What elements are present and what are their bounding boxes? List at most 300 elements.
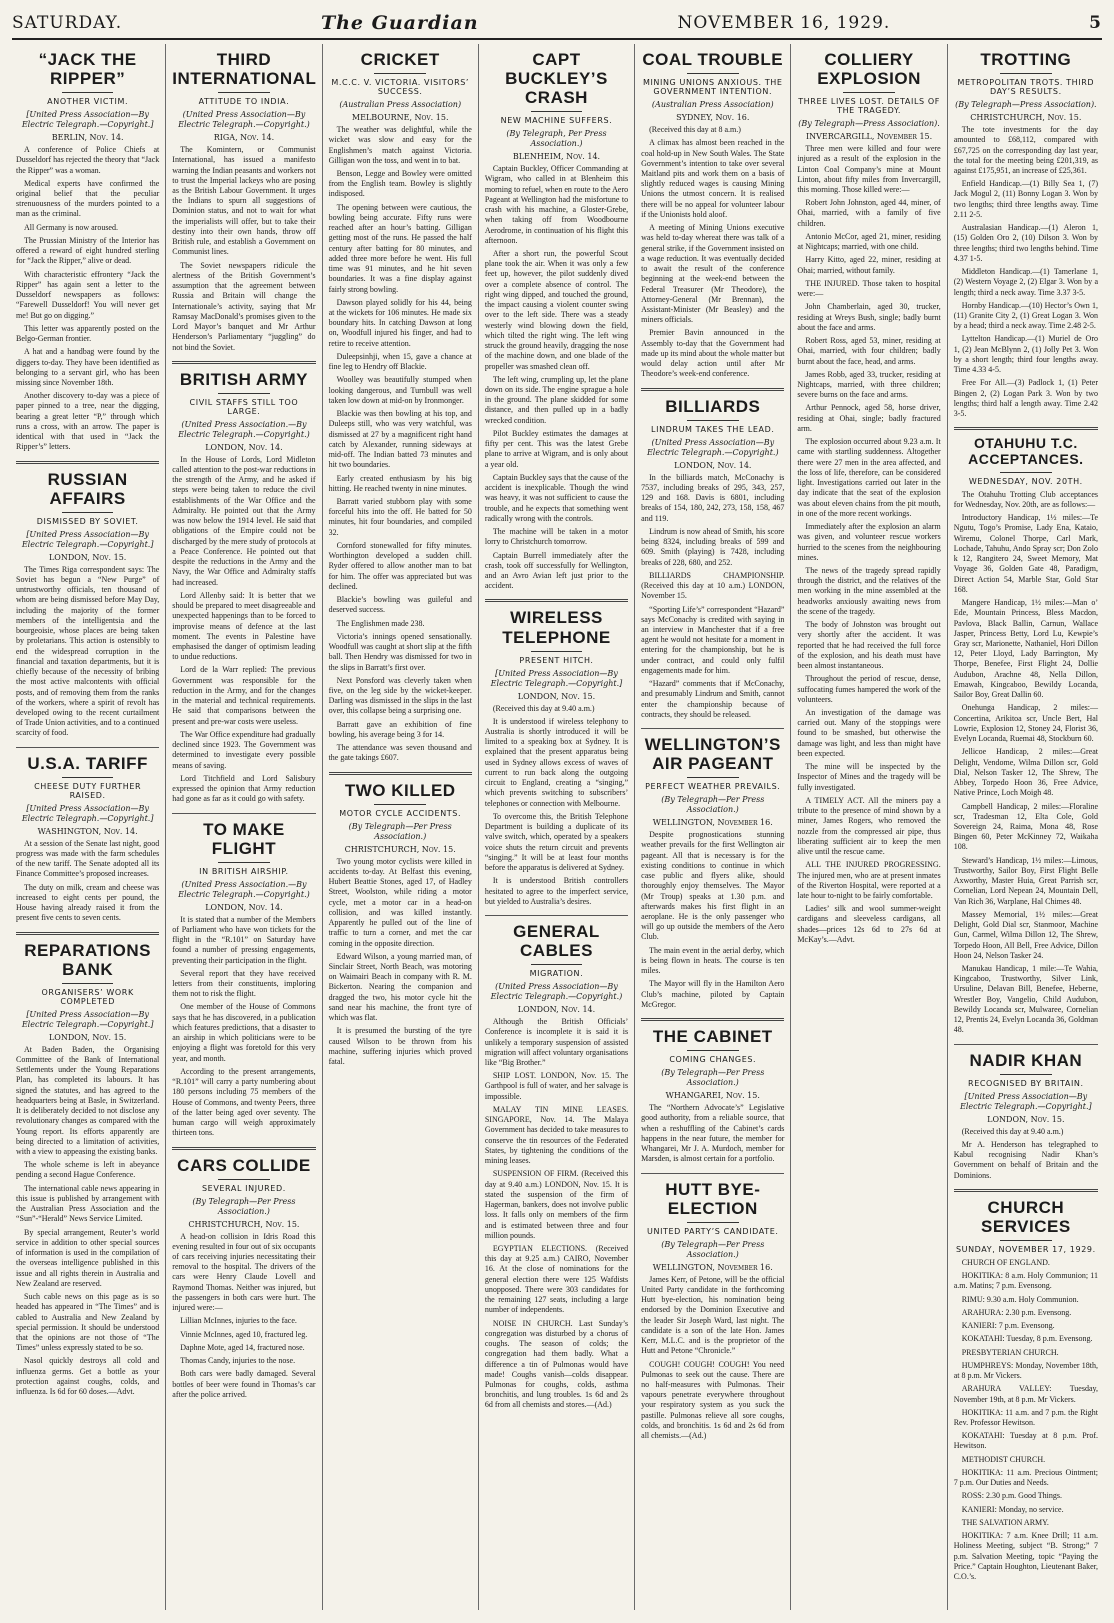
dateline: CHRISTCHURCH, Nov. 15.: [344, 844, 456, 854]
headline: TO MAKE FLIGHT: [203, 819, 285, 858]
press-credit: [United Press Association—By Electric Telegraph.—Copyright.]: [21, 803, 154, 823]
article: [641, 397, 784, 720]
paragraph: It is understood British controllers hesitated to agree to the imperfect service, but yielded to Australia’s desires.: [484, 876, 629, 906]
article: [16, 470, 159, 739]
paragraph: Manukau Handicap, 1 mile:—Te Wahia, Kingcaboo, Trustworthy, Silver Link, Ursuline, Delavan Bill, Benefee, Heberne, Wrestler Boy, Vangelio, Child Audubon, Bewildy Locanda scr, Mulwaree, Cornelian 12, Prentis 24, Evelyn Locanda 36, Goldman 48.: [953, 964, 1098, 1035]
headline-rule: [218, 92, 270, 93]
paragraph: NOISE IN CHURCH. Last Sunday’s congregation was disturbed by a chorus of coughs. The season of colds; the congregation had them badly. What a difference a tin of Pulmonas would have made! Coughs vanish—colds disappear. Pulmonas for coughs, colds, asthma bronchitis, and lung troubles. 1s 6d and 2s 6d from all chemists and stores.—(Ad.): [484, 1318, 629, 1410]
article-body: [172, 145, 315, 353]
headline: THIRD INTERNATIONAL: [172, 50, 317, 89]
paragraph: Both cars were badly damaged. Several bottles of beer were found in Thomas’s car after the police arrived.: [172, 1369, 316, 1399]
headline-rule: [218, 862, 270, 863]
headline-rule: [687, 1050, 739, 1051]
paragraph: To overcome this, the British Telephone Department is building a duplicate of its valve switch, which, operated by a speakers voice shuts the return circuit and prevents “singing.” It will be at least four months before the apparatus is delivered at Sydney.: [484, 811, 629, 873]
paragraph: Jellicoe Handicap, 2 miles:—Great Delight, Vendome, Wilma Dillon scr, Gold Dial, Nelson Tasker 12, The Shrew, The Abbey, Torpedo Hoon 36, Free Advice, Native Prince, Loch Moigh 48.: [953, 747, 1098, 798]
paragraph: Medical experts have confirmed the original belief that the peculiar strenuousness of the murders pointed to a man as the criminal.: [16, 178, 160, 219]
paragraph: The news of the tragedy spread rapidly through the district, and the relatives of the men working in the mine assembled at the headworks anxiously awaiting news from the scene of the tragedy.: [797, 565, 941, 616]
paragraph: It is presumed the bursting of the tyre caused Wilson to be thrown from his machine, suffering injuries which proved fatal.: [328, 1026, 472, 1067]
paragraph: COUGH! COUGH! COUGH! You need Pulmonas to seek out the cause. There are no half-measures with Pulmonas. Their vapours penetrate everywhere throughout your respiratory system as you suck the pastille. Pulmonas relieve all sore coughs, colds, and bronchitis. 1s 6d and 2s 6d from all chemists.—(Ad.): [641, 1359, 785, 1441]
paragraph: Three men were killed and four were injured as a result of the explosion in the Linton Coal Company’s mine at Mount Linton, about fifty miles from Invercargill, this morning. Those killed were:—: [797, 144, 941, 194]
headline: TWO KILLED: [344, 780, 456, 800]
column-divider: [172, 1147, 315, 1150]
paragraph: THE INJURED. Those taken to hospital were:—: [797, 278, 941, 299]
headline-rule: [62, 512, 114, 513]
column-divider: [485, 599, 628, 602]
paragraph: Lord Allenby said: It is better that we should be prepared to meet disagreeable and unexpected happenings than to be forced to improvise means of defence at the last moment. The events in Palestine have emphasised the danger of optimism leading to undue reductions.: [172, 590, 316, 662]
paragraph: PRESBYTERIAN CHURCH.: [961, 1347, 1059, 1357]
paragraph: KANIERI: 7 p.m. Evensong.: [961, 1321, 1055, 1331]
press-credit: (Australian Press Association): [651, 100, 774, 110]
paragraph: Campbell Handicap, 2 miles:—Floraline scr, Tradesman 12, Elta Cole, Gold Sovereign 24, Raima, Mona 48, Rose Bingen 60, Peter McKinney 72, Waikaha 108.: [953, 801, 1098, 852]
paragraph: By special arrangement, Reuter’s world service in addition to other special sources of information is used in the compilation of the overseas intelligence published in this issue and all rights therein in Australia and New Zealand are reserved.: [16, 1227, 160, 1288]
paper-title: The Guardian: [320, 12, 479, 34]
article-body: [641, 125, 784, 380]
paragraph: One member of the House of Commons says that he has discovered, in a publication which features predictions, that a disaster to an airship in which politicians were to be enjoying a flight was foretold for this very year, and month.: [172, 1002, 316, 1063]
paragraph: This letter was apparently posted on the Belgo-German frontier.: [16, 323, 160, 344]
dateline: LONDON, Nov. 15.: [517, 691, 596, 701]
paragraph: At a session of the Senate last night, good progress was made with the farm schedules of the new tariff. The Senate adopted all its Finance Committee’s proposed increases.: [16, 838, 160, 879]
press-credit: [United Press Association—By Electric Telegraph.—Copyright.]: [960, 1091, 1092, 1111]
paragraph: Immediately after the explosion an alarm was given, and volunteer rescue workers hurried to the scenes from the neighbouring mines.: [797, 522, 941, 562]
dateline: WELLINGTON, November 16.: [652, 1262, 773, 1272]
headline-rule: [687, 420, 739, 421]
article-body: [329, 857, 472, 1068]
article-body: [329, 125, 472, 764]
paragraph: The opening between were cautious, the bowling being accurate. Fifty runs were reached after an hour’s batting. Gilligan getting most of the runs. He passed the half century after batting for 80 minutes, and added three more before he went. His full time was 91 minutes, and he hit seven boundaries. It was a fine display against fairly strong bowling.: [328, 202, 472, 294]
paragraph: Woolley was beautifully stumped when looking dangerous, and Turnbull was well taken low down at mid-on by Ironmonger.: [328, 375, 472, 405]
paragraph: A conference of Police Chiefs at Dusseldorf has rejected the theory that “Jack the Ripper” was a woman.: [16, 145, 160, 175]
paragraph: The whole scheme is left in abeyance pending a second Hague Conference.: [16, 1160, 160, 1180]
paragraph: The Otahuhu Trotting Club acceptances for Wednesday, Nov. 20th, are as follows:—: [953, 489, 1098, 509]
column-divider: [954, 1044, 1098, 1045]
headline: BILLIARDS: [665, 396, 761, 416]
paragraph: Mr A. Henderson has telegraphed to Kabul recognising Nadir Khan’s Government on behalf of Britain and the Dominions.: [953, 1139, 1098, 1180]
headline: WELLINGTON’S AIR PAGEANT: [644, 735, 781, 774]
paragraph: RIMU: 9.30 a.m. Holy Communion.: [961, 1294, 1079, 1304]
paragraph: Lord de la Warr replied: The previous Government was responsible for the reduction in the Army, and for the changes in the material and technical requirements. He said that comparisons between the present and pre-war costs were useless.: [172, 665, 316, 726]
headline: COAL TROUBLE: [642, 50, 784, 69]
subheading: COMING CHANGES.: [669, 1055, 757, 1065]
paragraph: The Soviet newspapers ridicule the alertness of the British Government’s assumption that the agreement between Russia and Britain will change the Internationale’s activity, saying that Mr Ramsay MacDonald’s promises given to the Lord Mayor’s banquet and Mr Arthur Henderson’s Parliamentary “juggling” do not bind the Soviet.: [172, 260, 316, 352]
press-credit: (United Press Association—By Electric Telegraph.—Copyright.): [178, 110, 310, 130]
article: [641, 1180, 784, 1442]
headline-rule: [62, 92, 114, 93]
paragraph: (Received this day at 8 a.m.): [649, 125, 741, 135]
article: [797, 50, 940, 945]
paragraph: METHODIST CHURCH.: [961, 1454, 1046, 1464]
headline: WIRELESS TELEPHONE: [502, 608, 611, 647]
column-divider: [641, 1173, 784, 1174]
headline-rule: [1000, 73, 1052, 74]
paragraph: Enfield Handicap.—(1) Billy Sea 1, (7) Jack Mogul 2, (11) Bonny Logan 3. Won by two lengths; third three lengths away. Time 2.11 2-5.: [953, 179, 1098, 219]
paragraph: Antonio McCor, aged 21, miner, residing at Nightcaps; married, with one child.: [797, 231, 941, 252]
headline: CHURCH SERVICES: [981, 1197, 1071, 1236]
paragraph: The main event in the aerial derby, which is being flown in heats. The course is ten miles.: [641, 945, 785, 976]
paragraph: Lillian McInnes, injuries to the face.: [180, 1316, 297, 1326]
headline: GENERAL CABLES: [513, 921, 600, 961]
dateline: MELBOURNE, Nov. 15.: [351, 113, 449, 123]
dateline: CHRISTCHURCH, Nov. 15.: [188, 1219, 300, 1229]
paragraph: Lyttelton Handicap.—(1) Muriel de Oro 1, (2) Jean McBlynn 2, (1) Jolly Pet 3. Won by a short length; third four lengths away. Time 4.33 4-5.: [953, 334, 1098, 375]
headline-rule: [374, 73, 426, 74]
paragraph: Such cable news on this page as is so headed has appeared in “The Times” and is cabled to Australia and New Zealand by special permission. It should be understood that the opinions are not those of “The Times” unless expressly stated to be so.: [16, 1292, 160, 1353]
dateline: INVERCARGILL, November 15.: [805, 132, 933, 142]
paragraph: Dawson played solidly for his 44, being at the wickets for 106 minutes. He made six boundary hits. In catching Dawson at long on, Woodfull injured his finger, and had to retire to receive attention.: [328, 297, 472, 348]
paragraph: HOKITIKA: 8 a.m. Holy Communion; 11 a.m. Matins; 7 p.m. Evensong.: [953, 1271, 1098, 1291]
column-divider: [16, 747, 159, 748]
subheading: ATTITUDE TO INDIA.: [198, 97, 290, 107]
paragraph: Captain Buckley says that the cause of the accident is inexplicable. Though the wind was heavy, it was not sufficient to cause the trouble, and he expects that something went radically wrong with the controls.: [484, 472, 629, 523]
paragraph: In the House of Lords, Lord Midleton called attention to the post-war reductions in the strength of the Army, and he asked if steps were being taken to reduce the civil establishments of the War Office and the Admiralty. He pointed out that the Army was now below the 1914 level. He said that obligations of the Empire could not be discharged by the mere study of protocols at a Peace Conference. He pointed out that despite the reductions in the Army and the Navy, the War Office and Admiralty staffs had increased.: [172, 454, 316, 587]
paragraph: HUMPHREYS: Monday, November 18th, at 8 p.m. Mr Vickers.: [953, 1360, 1098, 1381]
dateline: LONDON, Nov. 15.: [48, 1032, 127, 1042]
subheading: IN BRITISH AIRSHIP.: [199, 866, 289, 876]
paragraph: A TIMELY ACT. All the miners pay a tribute to the presence of mind shown by a miner, James Rogers, who removed the nozzle from the compressed air pipe, thus liberating sufficient air to keep the men alive until the rescue came.: [797, 795, 941, 857]
column-divider: [954, 427, 1098, 430]
paragraph: According to the present arrangements, “R.101” will carry a party numbering about 180 persons including 75 members of the House of Commons, and twenty Peers, three of the latter being aged over seventy. The human cargo will weigh approximately thirteen tons.: [172, 1066, 316, 1138]
article-body: [954, 490, 1098, 1036]
article: [954, 1198, 1098, 1582]
dateline: WASHINGTON, Nov. 14.: [37, 826, 138, 836]
column-5: [635, 44, 791, 1610]
headline-rule: [218, 393, 270, 394]
article: [172, 820, 315, 1139]
paragraph: HOKITIKA: 11 a.m. Precious Ointment; 7 p.m. Our Duties and Needs.: [953, 1467, 1098, 1488]
subheading: DISMISSED BY SOVIET.: [36, 516, 139, 526]
paragraph: At Baden Baden, the Organising Committee of the Bank of International Settlements under the Young Reparations Plan, has completed its labours. It has signed the statutes, and has agreed to the headquarters being at Basle, in Switzerland. It is deliberately decided to not disclose any revolutionary changes as compared with the Young report. Its efforts apparently are being directed to a limitation of activities, with a view to appeasing the existing banks.: [16, 1044, 160, 1156]
paragraph: In the billiards match, McConachy is 7537, including breaks of 295, 343, 257, 129 and 168. Davis is 6801, including breaks of 154, 180, 242, 273, 158, 158, 467 and 119.: [641, 472, 785, 523]
subheading: ANOTHER VICTIM.: [47, 97, 129, 107]
paragraph: (Received this day at 9.40 a.m.): [492, 703, 595, 713]
press-credit: [United Press Association—By Electric Telegraph.—Copyright.]: [21, 529, 154, 549]
headline-rule: [62, 777, 114, 778]
paragraph: Pilot Buckley estimates the damages at fifty per cent. This was the latest Grebe plane to arrive at Wigram, and is only about a year old.: [484, 428, 629, 469]
paragraph: Although the British Officials’ Conference is incomplete it is said it is unlikely a temporary suspension of assisted migration will affect voluntary organisations like “Big Brother.”: [484, 1017, 629, 1067]
article-body: [16, 145, 159, 453]
headline-rule: [1000, 472, 1052, 473]
headline-rule: [531, 964, 583, 965]
paragraph: Another discovery to-day was a piece of paper pinned to a tree, near the digging, bearing a great letter “P,” through which runs a cross, with an arrow. The paper is identical with that used in “Jack the Ripper’s” letters.: [16, 391, 160, 452]
paragraph: The attendance was seven thousand and the gate takings £607.: [328, 743, 472, 763]
press-credit: (By Telegraph—Per Press Association.): [192, 1196, 296, 1216]
paragraph: James Kerr, of Petone, will be the official United Party candidate in the forthcoming Hutt bye-election, his nomination being endorsed by the Dominion Executive and the leader Sir Joseph Ward, last night. The candidate is a son of the late Hon. James Kerr, M.L.C. and is the proprietor of the Hutt and Petone “Chronicle.”: [641, 1274, 785, 1356]
column-1: [10, 44, 166, 1610]
headline: “JACK THE RIPPER”: [38, 50, 137, 89]
article-body: [641, 1275, 784, 1442]
paragraph: Benson, Legge and Bowley were omitted from the English team. Bowley is slightly indisposed.: [328, 168, 472, 199]
subheading: ORGANISERS’ WORK COMPLETED: [41, 987, 134, 1006]
dateline: BERLIN, Nov. 14.: [51, 133, 124, 143]
paragraph: Introductory Handicap, 1½ miles:—Te Ngutu, Togo’s Promise, Lady Ena, Kataio, Wiremu, Colonel Thorpe, Carl Mark, Lochade, Tahuhu, Ando Spray scr; Don Zolo k 12, Rangitero 24, Sweet Memory, Mat Voyage 36, Golden Gate 48, Paradigm, Direct Action 54, Marble Star, Gold Star 168.: [953, 513, 1098, 594]
column-7: [948, 44, 1104, 1610]
paragraph: The Times Riga correspondent says: The Soviet has begun a “New Purge” of untrustworthy officials, ten thousand of whom are being dismissed before May Day, including the majority of the former members of the intelligentsia and the bourgeoisie, whose places are being taken by proletarians. This action is ostensibly to end the widespread corruption in the financial and taxation departments, but it is chiefly because of the necessity of bribing the most active malcontents with official posts, and of removing them from the ranks of the workers, where a spirit of revolt has developed owing to the recent curtailment of Trade Union activities, and to a continued scarcity of food.: [16, 564, 160, 738]
dateline: WELLINGTON, November 16.: [652, 818, 773, 828]
paragraph: John Chamberlain, aged 30, trucker, residing at Wreys Bush, single; badly burnt about the face and arms.: [797, 302, 941, 332]
column-divider: [954, 1189, 1098, 1192]
paragraph: The explosion occurred about 9.23 a.m. It came with startling suddenness. Altogether there were 27 men in the area affected, and the loss of life, therefore, can be considered light. Investigations carried out later in the day indicate that the seat of the explosion was about eleven chains from the pit mouth, in one of the more recent workings.: [797, 437, 941, 518]
paragraph: The tote investments for the day amounted to £68,112, compared with £67,725 on the corresponding day last year, the total for the meeting being £201,319, as against £175,951, an increase of £25,361.: [953, 125, 1098, 175]
headline-rule: [1000, 1074, 1052, 1075]
paragraph: (Received this day at 9.40 a.m.): [961, 1126, 1064, 1136]
article: [954, 50, 1098, 419]
press-credit: (By Telegraph—Per Press Association.): [661, 1239, 765, 1259]
masthead: [12, 8, 1102, 40]
paragraph: Throughout the period of rescue, dense, suffocating fumes hampered the work of the volunteers.: [797, 674, 941, 704]
article: [485, 922, 628, 1411]
press-credit: (By Telegraph—Per Press Association.): [661, 795, 765, 815]
paragraph: SUSPENSION OF FIRM. (Received this day at 9.40 a.m.) LONDON, Nov. 15. It is stated the suspension of the firm of Hagerman, bankers, does not involve public loss. It falls only on members of the firm and is estimated between three and four million pounds.: [484, 1169, 629, 1240]
paragraph: The body of Johnston was brought out very shortly after the accident. It was reported that he had received the full force of the explosion, and his death must have been almost instantaneous.: [797, 620, 941, 671]
issue-date: NOVEMBER 16, 1929.: [677, 13, 891, 33]
paragraph: KOKATAHI: Tuesday at 8 p.m. Prof. Hewitson.: [953, 1431, 1098, 1451]
paragraph: The international cable news appearing in this issue is published by arrangement with the Australian Press Association and the “Sun”-“Herald” News Service Limited.: [16, 1183, 160, 1224]
paragraph: KOKATAHI: Tuesday, 8 p.m. Evensong.: [961, 1334, 1093, 1344]
paragraph: Nasol quickly destroys all cold and influenza germs. Get a bottle as your protection against coughs, colds, and influenza. Is 6d for 60 doses.—Advt.: [16, 1356, 160, 1397]
dateline: LONDON, Nov. 14.: [674, 460, 752, 470]
press-credit: (United Press Association—By Electric Telegraph.—Copyright.): [490, 982, 623, 1002]
subheading: PRESENT HITCH.: [519, 655, 594, 665]
article-body: [16, 839, 159, 924]
paragraph: The War Office expenditure had gradually declined since 1923. The Government was determined to investigate every possible means of saving.: [172, 729, 316, 770]
article-body: [485, 704, 628, 907]
page-number: 5: [1089, 13, 1102, 33]
paragraph: Blackie was then bowling at his top, and Duleeps still, who was very watchful, was dismissed at 27 by a magnificent right hand catch by Alexander, running sideways at mid-off. The Indian batted 73 minutes and hit two boundaries.: [328, 409, 472, 470]
headline: COLLIERY EXPLOSION: [817, 50, 921, 89]
article-body: [954, 125, 1098, 419]
paragraph: ARAHURA: 2.30 p.m. Evensong.: [961, 1307, 1072, 1317]
article: [954, 436, 1098, 1035]
column-4: [479, 44, 635, 1610]
subheading: PERFECT WEATHER PREVAILS.: [645, 782, 781, 792]
subheading: UNITED PARTY’S CANDIDATE.: [647, 1226, 779, 1236]
article: [16, 754, 159, 924]
paragraph: Ladies’ silk and wool summer-weight cardigans and sleeveless cardigans, all shades—prices 12s 6d to 27s 6d at McKay’s.—Advt.: [797, 904, 941, 944]
paragraph: Duleepsinhji, when 15, gave a chance at fine leg to Hendry off Blackie.: [328, 351, 472, 372]
headline-rule: [531, 651, 583, 652]
paragraph: Free For All.—(3) Padlock 1, (1) Peter Bingen 2, (2) Logan Park 3. Won by two lengths; third half a length away. Time 2.42 3-5.: [953, 378, 1098, 419]
press-credit: (By Telegraph—Press Association).: [955, 100, 1097, 110]
paragraph: Next Ponsford was cleverly taken when five, on the leg side by the wicket-keeper. Darling was dismissed in the slips in the last over, this collapse being a surprising one.: [328, 675, 472, 716]
press-credit: (United Press Association.—By Electric Telegraph.—Copyright.): [178, 419, 310, 439]
paragraph: Vinnie McInnes, aged 10, fractured leg.: [180, 1329, 308, 1339]
paragraph: Barratt gave an exhibition of fine bowling, his average being 3 for 14.: [328, 719, 472, 739]
paragraph: Despite prognostications stunning weather prevails for the first Wellington air pageant. All that is necessary is for the existing conditions to continue in which case public and flyers alike, should thoroughly enjoy themselves. The Mayor (Mr Troup) speaks at 1.30 p.m. and afterwards makes his first flight in an aeroplane. He is the only passenger who will go up outside the members of the Aero Club.: [641, 830, 785, 942]
article: [16, 50, 159, 453]
newspaper-columns: [10, 44, 1104, 1610]
paragraph: Hornby Handicap.—(10) Hector’s Own 1, (11) Granite City 2, (1) Great Logan 3. Won by a head; third a neck away. Time 2.48 2-5.: [953, 300, 1098, 331]
paragraph: Premier Bavin announced in the Assembly to-day that the Government had made up its mind about the whole matter but would delay action until after Mr Theodore’s week-end conference.: [641, 328, 785, 379]
headline: THE CABINET: [652, 1027, 773, 1047]
paragraph: KANIERI: Monday, no service.: [961, 1504, 1064, 1514]
article-body: [954, 1258, 1098, 1582]
press-credit: (United Press Association—By Electric Telegraph.—Copyright.): [646, 437, 779, 457]
paragraph: The mine will be inspected by the Inspector of Mines and the tragedy will be fully investigated.: [797, 762, 941, 792]
article-body: [16, 1045, 159, 1398]
paragraph: THE SALVATION ARMY.: [961, 1517, 1049, 1527]
headline-rule: [687, 1222, 739, 1223]
article-body: [641, 1103, 784, 1164]
paragraph: The machine will be taken in a motor lorry to Christchurch tomorrow.: [484, 527, 629, 547]
paragraph: Captain Burrell immediately after the crash, took off successfully for Wellington, and an Avro Avian left just prior to the accident.: [484, 550, 629, 591]
paragraph: Onehunga Handicap, 2 miles:—Concertina, Arikitoa scr, Uncle Bert, Hal Lowrie, Explosion 12, Stoney 24, Florist 36, Evelyn Locanda, Ruemai 48, Stockburn 60.: [953, 703, 1098, 744]
paragraph: An investigation of the damage was carried out. Many of the stoppings were found to be smashed, but otherwise the damage was light, and less than might have been expected.: [797, 708, 941, 758]
paragraph: Arthur Pennock, aged 58, horse driver, residing at Ohai, single; badly fractured arm.: [797, 403, 941, 433]
headline: TROTTING: [980, 50, 1072, 69]
subheading: THREE LIVES LOST. DETAILS OF THE TRAGEDY.: [798, 97, 940, 116]
headline: CARS COLLIDE: [177, 1155, 311, 1175]
subheading: M.C.C. V. VICTORIA. VISITORS’ SUCCESS.: [331, 78, 470, 97]
column-divider: [172, 813, 315, 814]
dateline: LONDON, Nov. 14.: [205, 902, 283, 912]
paragraph: A hat and a handbag were found by the diggers to-day. They have been identified as belonging to a servant girl, who has been missing since November 18th.: [16, 347, 160, 387]
subheading: MOTOR CYCLE ACCIDENTS.: [339, 808, 462, 818]
paragraph: Mangere Handicap, 1½ miles:—Man o’ Ede, Mountain Princess, Bless Macdon, Pavlova, Black Ballin, Carnun, Wallace Jasper, Princess Betty, Lord Lu, Kewpie’s Gray scr, Marionette, Nathaniel, Hori Dillon 12, Peter Lloyd, Lady Barrington, My Thorpe, Benefee, First Flight 24, Dollie Audubon, Arachne 48, Nella Dillon, Emawah, Kingcaboo, Bewildy Locanda, Sailor Boy, Great Dallin 60.: [953, 598, 1098, 700]
column-divider: [329, 772, 472, 775]
paragraph: SHIP LOST. LONDON, Nov. 15. The Garthpool is full of water, and her salvage is impossible.: [484, 1071, 629, 1101]
dateline: LONDON, Nov. 15.: [48, 552, 127, 562]
headline: BRITISH ARMY: [179, 369, 308, 389]
paragraph: EGYPTIAN ELECTIONS. (Received this day at 9.25 a.m.) CAIRO, November 16. At the close of nominations for the general election there were 125 Wafdists unopposed. There were 303 candidates for the remaining 127 seats, including a large number of independents.: [484, 1243, 629, 1315]
issue-day: SATURDAY.: [12, 13, 123, 33]
paragraph: Captain Buckley, Officer Commanding at Wigram, who called in at Blenheim this morning to refuel, when en route to the Aero Pageant at Wellington had the misfortune to crash with his machine, a Gloster-Grebe, when taking off from Woodbourne Aerodrome, in continuation of his flight this afternoon.: [484, 164, 629, 245]
paragraph: The weather was delightful, while the wicket was slow and easy for the Englishmen’s match against Victoria. Gilligan won the toss, and went in to bat.: [328, 125, 472, 165]
dateline: LONDON, Nov. 14.: [205, 442, 283, 452]
article: [641, 735, 784, 1010]
subheading: MIGRATION.: [529, 969, 584, 979]
column-divider: [641, 1018, 784, 1021]
paragraph: The left wing, crumpling up, let the plane down on its side. The engine sprague a hole in the ground. The plane skidded for some distance, and then pulled up in a badly wrecked condition.: [484, 374, 629, 425]
article-body: [641, 830, 784, 1010]
dateline: SYDNEY, Nov. 16.: [676, 113, 750, 123]
paragraph: CHURCH OF ENGLAND.: [961, 1257, 1050, 1267]
press-credit: (By Telegraph—Press Association).: [798, 119, 940, 129]
paragraph: A head-on collision in Idris Road this evening resulted in four out of six occupants of cars receiving injuries necessitating their removal to the hospital. The drivers of the cars were Henry Claude Lovell and Raymond Thomas. Neither was injured, but the passengers in both cars were hurt. The injured were:—: [172, 1231, 316, 1313]
paragraph: HOKITIKA: 7 a.m. Knee Drill; 11 a.m. Holiness Meeting, subject “B. Strong;” 7 p.m. Salvation Meeting, topic “Paying the Price.” Captain Houghton, Lieutenant Baker, C.O.’s.: [953, 1531, 1098, 1582]
column-divider: [641, 728, 784, 729]
headline-rule: [687, 777, 739, 778]
paragraph: The Komintern, or Communist International, has issued a manifesto warning the Indian peasants and workers not to trust the Imperial lackeys who are posing as the British Labour Government. It urges the Indians to spurn all suggestions of Dominion status, and not to wait for what the imperialists will offer, but to take their destiny into their own hands, throw off British rule, and establish a Government on Communist lines.: [172, 145, 316, 257]
dateline: CHRISTCHURCH, Nov. 15.: [970, 113, 1082, 123]
article: [954, 1051, 1098, 1181]
column-2: [166, 44, 322, 1610]
headline-rule: [218, 1179, 270, 1180]
article-body: [641, 473, 784, 720]
headline: NADIR KHAN: [969, 1050, 1083, 1070]
column-divider: [641, 388, 784, 391]
headline: HUTT BYE-ELECTION: [665, 1179, 761, 1218]
paragraph: Several report that they have received letters from their constituents, imploring them not to risk the flight.: [172, 968, 316, 999]
article-body: [172, 1232, 315, 1401]
paragraph: “Sporting Life’s” correspondent “Hazard” says McConachy is credited with saying in an interview in Manchester that if a free agent he would not hesitate for a moment in entering for the championship, but he is under contract, and could only fulfil engagements made for him.: [641, 604, 785, 675]
article-body: [485, 164, 628, 591]
dateline: WHANGAREI, Nov. 15.: [665, 1091, 760, 1101]
headline-rule: [843, 92, 895, 93]
subheading: CHEESE DUTY FURTHER RAISED.: [34, 781, 142, 800]
headline-rule: [374, 804, 426, 805]
subheading: CIVIL STAFFS STILL TOO LARGE.: [189, 397, 299, 416]
paragraph: “Hazard” comments that if McConachy, and presumably Lindrum and Smith, cannot enter the championship because of contracts, they should be released.: [641, 679, 785, 719]
column-6: [791, 44, 947, 1610]
subheading: RECOGNISED BY BRITAIN.: [968, 1078, 1084, 1088]
paragraph: Victoria’s innings opened sensationally. Woodfull was caught at short slip at the fifth ball. Then Hendry was dismissed for two in the slips in Barratt’s first over.: [328, 631, 472, 672]
article: [329, 50, 472, 764]
column-divider: [485, 915, 628, 916]
paragraph: After a short run, the powerful Scout plane took the air. When it was only a few feet up, however, the pilot suddenly dived over a complete absence of control. The right wing dipped, and touched the ground, the impact causing a violent counter swing over to the left side. There was a steady westerly wind blowing down the field, which tilted the right wing. The left wing struck the ground heavily, dragging the nose of the machine down, and one blade of the propeller was smashed clean off.: [484, 248, 629, 371]
article-body: [172, 455, 315, 805]
paragraph: Robert John Johnston, aged 44, miner, of Ohai, married, with a family of five children.: [797, 198, 941, 228]
paragraph: ROSS: 2.30 p.m. Good Things.: [961, 1491, 1063, 1501]
headline: RUSSIAN AFFAIRS: [47, 469, 128, 508]
paragraph: Massey Memorial, 1½ miles:—Great Delight, Gold Dial scr, Stanmoor, Machine Gun, Carmel, Wilma Dillon 12, The Shrew, Torpedo Hoon, All Bell, Free Advice, Dillon Hoon 24, Nelson Tasker 24.: [953, 909, 1098, 960]
headline: U.S.A. TARIFF: [27, 753, 148, 773]
press-credit: [United Press Association—By Electric Telegraph.—Copyright.]: [490, 668, 623, 688]
article: [641, 1027, 784, 1164]
paragraph: Thomas Candy, injuries to the nose.: [180, 1356, 296, 1366]
paragraph: James Robb, aged 33, trucker, residing at Nightcaps, married, with three children; severe burns on the face and arms.: [797, 369, 941, 400]
headline: OTAHUHU T.C. ACCEPTANCES.: [968, 435, 1084, 468]
subheading: NEW MACHINE SUFFERS.: [500, 116, 613, 126]
dateline: LONDON, Nov. 14.: [517, 1005, 596, 1015]
article-body: [954, 1127, 1098, 1181]
press-credit: (Australian Press Association): [339, 100, 462, 110]
paragraph: Middleton Handicap.—(1) Tamerlane 1, (2) Western Voyage 2, (2) Elgar 3. Won by a length; third a neck away. Time 3.37 3-5.: [953, 267, 1098, 297]
article: [16, 941, 159, 1398]
dateline: BLENHEIM, Nov. 14.: [512, 152, 601, 162]
press-credit: [United Press Association—By Electric Telegraph.—Copyright.]: [21, 1009, 154, 1029]
column-divider: [16, 932, 159, 935]
paragraph: Blackie’s bowling was guileful and deserved success.: [328, 595, 472, 615]
article: [172, 1156, 315, 1401]
paragraph: Lord Titchfield and Lord Salisbury expressed the opinion that Army reduction had gone as far as it could go with safety.: [172, 773, 316, 804]
paragraph: The Mayor will fly in the Hamilton Aero Club’s machine, piloted by Captain McGregor.: [641, 979, 785, 1009]
subheading: SEVERAL INJURED.: [202, 1183, 286, 1193]
subheading: SUNDAY, NOVEMBER 17, 1929.: [955, 1244, 1096, 1254]
paragraph: All Germany is now aroused.: [24, 222, 118, 232]
column-divider: [172, 361, 315, 364]
subheading: LINDRUM TAKES THE LEAD.: [651, 424, 775, 434]
subheading: METROPOLITAN TROTS. THIRD DAY’S RESULTS.: [957, 78, 1095, 97]
paragraph: Steward’s Handicap, 1½ miles:—Limous, Trustworthy, Sailor Boy, First Flight Belle Axworthy, Master Huia, Great Parrish scr, Cornelian, Lord Nepean 24, Mountain Dell, Van Rich 36, Warplane, Hal Chimes 48.: [953, 855, 1098, 906]
paragraph: ARAHURA VALLEY: Tuesday, November 19th, at 8 p.m. Mr Vickers.: [953, 1384, 1098, 1404]
paragraph: HOKITIKA: 11 a.m. and 7 p.m. the Right Rev. Professor Hewitson.: [953, 1407, 1098, 1427]
press-credit: (By Telegraph—Per Press Association.): [348, 821, 452, 841]
press-credit: [United Press Association—By Electric Telegraph.—Copyright.]: [21, 110, 154, 130]
paragraph: It is stated that a number of the Members of Parliament who have won tickets for the flight in the “R.101” on Saturday have found a number of pressing engagements, preventing their participation in the flight.: [172, 914, 316, 965]
paragraph: It is understood if wireless telephony to Australia is shortly introduced it will be limited to a speaking box at Sydney. It is explained that the present apparatus being used in Sydney allows excess of waves of current to run back along the outgoing circuit to England, creating a “singing,” which prevents switching to subscribers’ telephones or connection with Melbourne.: [484, 716, 629, 808]
article: [641, 50, 784, 380]
column-divider: [16, 461, 159, 464]
press-credit: (By Telegraph, Per Press Association.): [506, 129, 607, 149]
paragraph: Australasian Handicap.—(1) Aleron 1, (15) Golden Oro 2, (10) Dilson 3. Won by three lengths; third two lengths behind. Time 4.37 1-5.: [953, 223, 1098, 263]
paragraph: Harry Kitto, aged 22, miner, residing at Ohai; married, without family.: [797, 255, 941, 275]
paragraph: Early created enthusiasm by his big hitting. He reached twenty in nine minutes.: [328, 473, 472, 493]
headline: REPARATIONS BANK: [24, 940, 151, 979]
article-body: [172, 915, 315, 1139]
paragraph: Lindrum is now ahead of Smith, his score being 8324, including breaks of 599 and 609. Smith (playing) is 7428, including breaks of 228, 680, and 252.: [641, 526, 785, 567]
article: [485, 50, 628, 591]
subheading: MINING UNIONS ANXIOUS. THE GOVERNMENT INTENTION.: [642, 78, 783, 97]
paragraph: The Prussian Ministry of the Interior has offered a reward of eight hundred sterling for “Jack the Ripper,” alive or dead.: [16, 235, 160, 266]
paragraph: A climax has almost been reached in the coal hold-up in New South Wales. The State Government’s intention to take over several Maitland pits and work them on a basis of slightly reduced wages is causing Mining Unions the utmost concern. It is realised there will be no appeal for volunteer labour if the Unionists hold aloof.: [641, 138, 785, 219]
paragraph: BILLIARDS CHAMPIONSHIP. (Received this day at 10 a.m.) LONDON, November 15.: [641, 570, 785, 601]
paragraph: Daphne Mote, aged 14, fractured nose.: [180, 1342, 305, 1352]
paragraph: Robert Ross, aged 53, miner, residing at Ohai, married, with four children; badly burnt about the face, head, and arms.: [797, 336, 941, 366]
article-body: [485, 1017, 628, 1411]
article: [172, 370, 315, 805]
article: [329, 781, 472, 1068]
press-credit: (United Press Association.—By Electric Telegraph.—Copyright.): [178, 879, 310, 899]
paragraph: With characteristic effrontery “Jack the Ripper” has again sent a letter to the Dusseldorf newspapers as follows: “Farewell Dusseldorf! You will never get me! But go on digging.”: [16, 269, 160, 320]
